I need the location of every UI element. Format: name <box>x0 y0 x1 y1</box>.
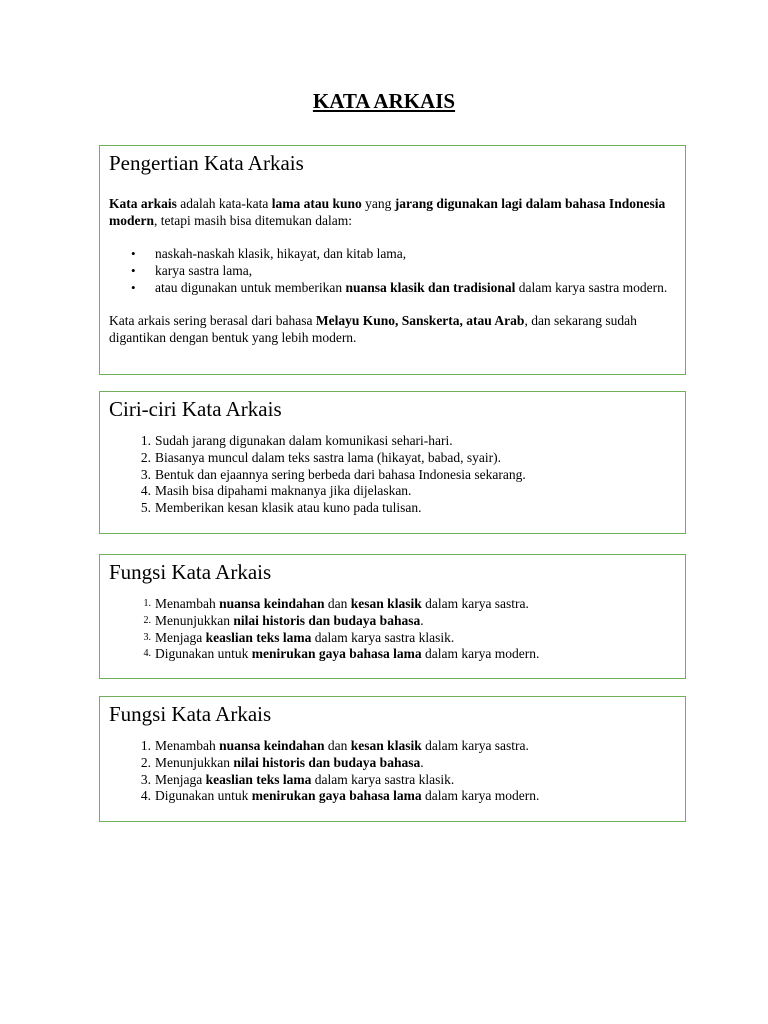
bullet-list <box>109 245 676 296</box>
pengertian-section <box>99 145 686 375</box>
item-emphasis: nuansa keindahan <box>219 738 325 753</box>
item-text: Sudah jarang digunakan dalam komunikasi sehari-hari. <box>155 433 453 448</box>
numbered-list <box>109 433 676 517</box>
item-number: 5. <box>140 500 151 516</box>
item-text: Masih bisa dipahami maknanya jika dijelaskan. <box>155 483 412 499</box>
item-emphasis: keaslian teks lama <box>205 629 312 645</box>
item-text: dalam karya modern. <box>421 646 540 662</box>
item-text: Biasanya muncul dalam teks sastra lama (hikayat, babad, syair). <box>155 449 502 465</box>
item-number: 2. <box>140 754 151 770</box>
item-emphasis: nuansa klasik dan tradisional <box>345 280 516 295</box>
intro-emphasis: jarang digunakan lagi dalam bahasa Indonesia modern <box>109 196 666 228</box>
item-emphasis: kesan klasik <box>350 738 422 753</box>
section-heading: Ciri-ciri Kata Arkais <box>109 397 282 421</box>
list-item: • karya sastra lama, <box>109 262 676 279</box>
item-text: dalam karya sastra modern. <box>515 280 668 295</box>
ciri-ciri-section <box>99 391 686 534</box>
item-text: dalam karya sastra klasik. <box>311 629 455 645</box>
item-text: dalam karya sastra. <box>421 596 529 611</box>
closing-paragraph <box>109 312 676 346</box>
numbered-list <box>109 596 676 663</box>
item-emphasis: keaslian teks lama <box>205 771 312 787</box>
item-text: Memberikan kesan klasik atau kuno pada tulisan. <box>155 500 422 516</box>
item-text: dan <box>324 738 351 753</box>
item-text: dalam karya sastra klasik. <box>311 771 455 787</box>
section-heading: Fungsi Kata Arkais <box>109 702 272 726</box>
intro-paragraph <box>109 195 676 229</box>
list-item <box>109 772 676 789</box>
item-text: Menjaga <box>155 771 206 787</box>
numbered-list <box>109 738 676 805</box>
list-item <box>109 433 676 450</box>
item-text: . <box>420 754 424 770</box>
fungsi-section <box>99 554 686 679</box>
intro-text: , tetapi masih bisa ditemukan dalam: <box>154 213 352 228</box>
list-item <box>109 279 676 296</box>
item-text: Menambah <box>155 738 220 753</box>
section-heading: Pengertian Kata Arkais <box>109 151 304 175</box>
item-text: Menunjukkan <box>155 612 234 628</box>
item-number: 2. <box>143 614 151 626</box>
closing-emphasis: Melayu Kuno, Sanskerta, atau Arab <box>315 313 525 328</box>
item-text: Digunakan untuk <box>155 646 252 662</box>
item-emphasis: nilai historis dan budaya bahasa <box>233 754 421 770</box>
item-number: 4. <box>140 788 151 804</box>
item-number: 3. <box>143 631 151 643</box>
intro-emphasis: lama atau kuno <box>271 196 362 211</box>
item-text: Menunjukkan <box>155 754 234 770</box>
item-number: 1. <box>143 598 151 609</box>
list-item <box>109 738 676 755</box>
list-item <box>109 450 676 467</box>
intro-text: yang <box>361 196 395 211</box>
list-item <box>109 613 676 630</box>
item-text: dalam karya sastra. <box>421 738 529 753</box>
item-emphasis: nuansa keindahan <box>219 596 325 611</box>
list-item <box>109 483 676 500</box>
item-number: 4. <box>143 648 151 660</box>
closing-text: Kata arkais sering berasal dari bahasa <box>109 313 316 328</box>
list-item <box>109 467 676 484</box>
list-item <box>109 646 676 663</box>
item-emphasis: menirukan gaya bahasa lama <box>251 646 422 662</box>
page-title: KATA ARKAIS <box>312 89 456 113</box>
list-item <box>109 788 676 805</box>
item-text: . <box>420 612 424 628</box>
list-item <box>109 596 676 613</box>
intro-term: Kata arkais <box>109 196 177 211</box>
fungsi-section-duplicate <box>99 696 686 822</box>
closing-text: , dan sekarang sudah digantikan dengan bentuk yang lebih modern. <box>109 313 637 345</box>
list-item <box>109 500 676 517</box>
item-number: 3. <box>140 466 151 482</box>
item-text: Digunakan untuk <box>155 788 252 804</box>
item-number: 1. <box>140 738 151 753</box>
item-emphasis: kesan klasik <box>350 596 422 611</box>
section-heading: Fungsi Kata Arkais <box>109 560 272 584</box>
item-number: 1. <box>140 433 151 448</box>
list-item <box>109 630 676 647</box>
item-emphasis: nilai historis dan budaya bahasa <box>233 612 421 628</box>
intro-text: adalah kata-kata <box>176 196 272 211</box>
item-text: atau digunakan untuk memberikan <box>155 280 346 295</box>
list-item: • naskah-naskah klasik, hikayat, dan kitab lama, <box>109 245 676 262</box>
item-number: 4. <box>140 483 151 499</box>
item-text: dan <box>324 596 351 611</box>
item-text: Bentuk dan ejaannya sering berbeda dari bahasa Indonesia sekarang. <box>155 466 526 482</box>
item-emphasis: menirukan gaya bahasa lama <box>251 788 422 804</box>
item-text: Menambah <box>155 596 220 611</box>
item-number: 3. <box>140 771 151 787</box>
list-item <box>109 755 676 772</box>
item-number: 2. <box>140 449 151 465</box>
item-text: dalam karya modern. <box>421 788 540 804</box>
item-text: Menjaga <box>155 629 206 645</box>
